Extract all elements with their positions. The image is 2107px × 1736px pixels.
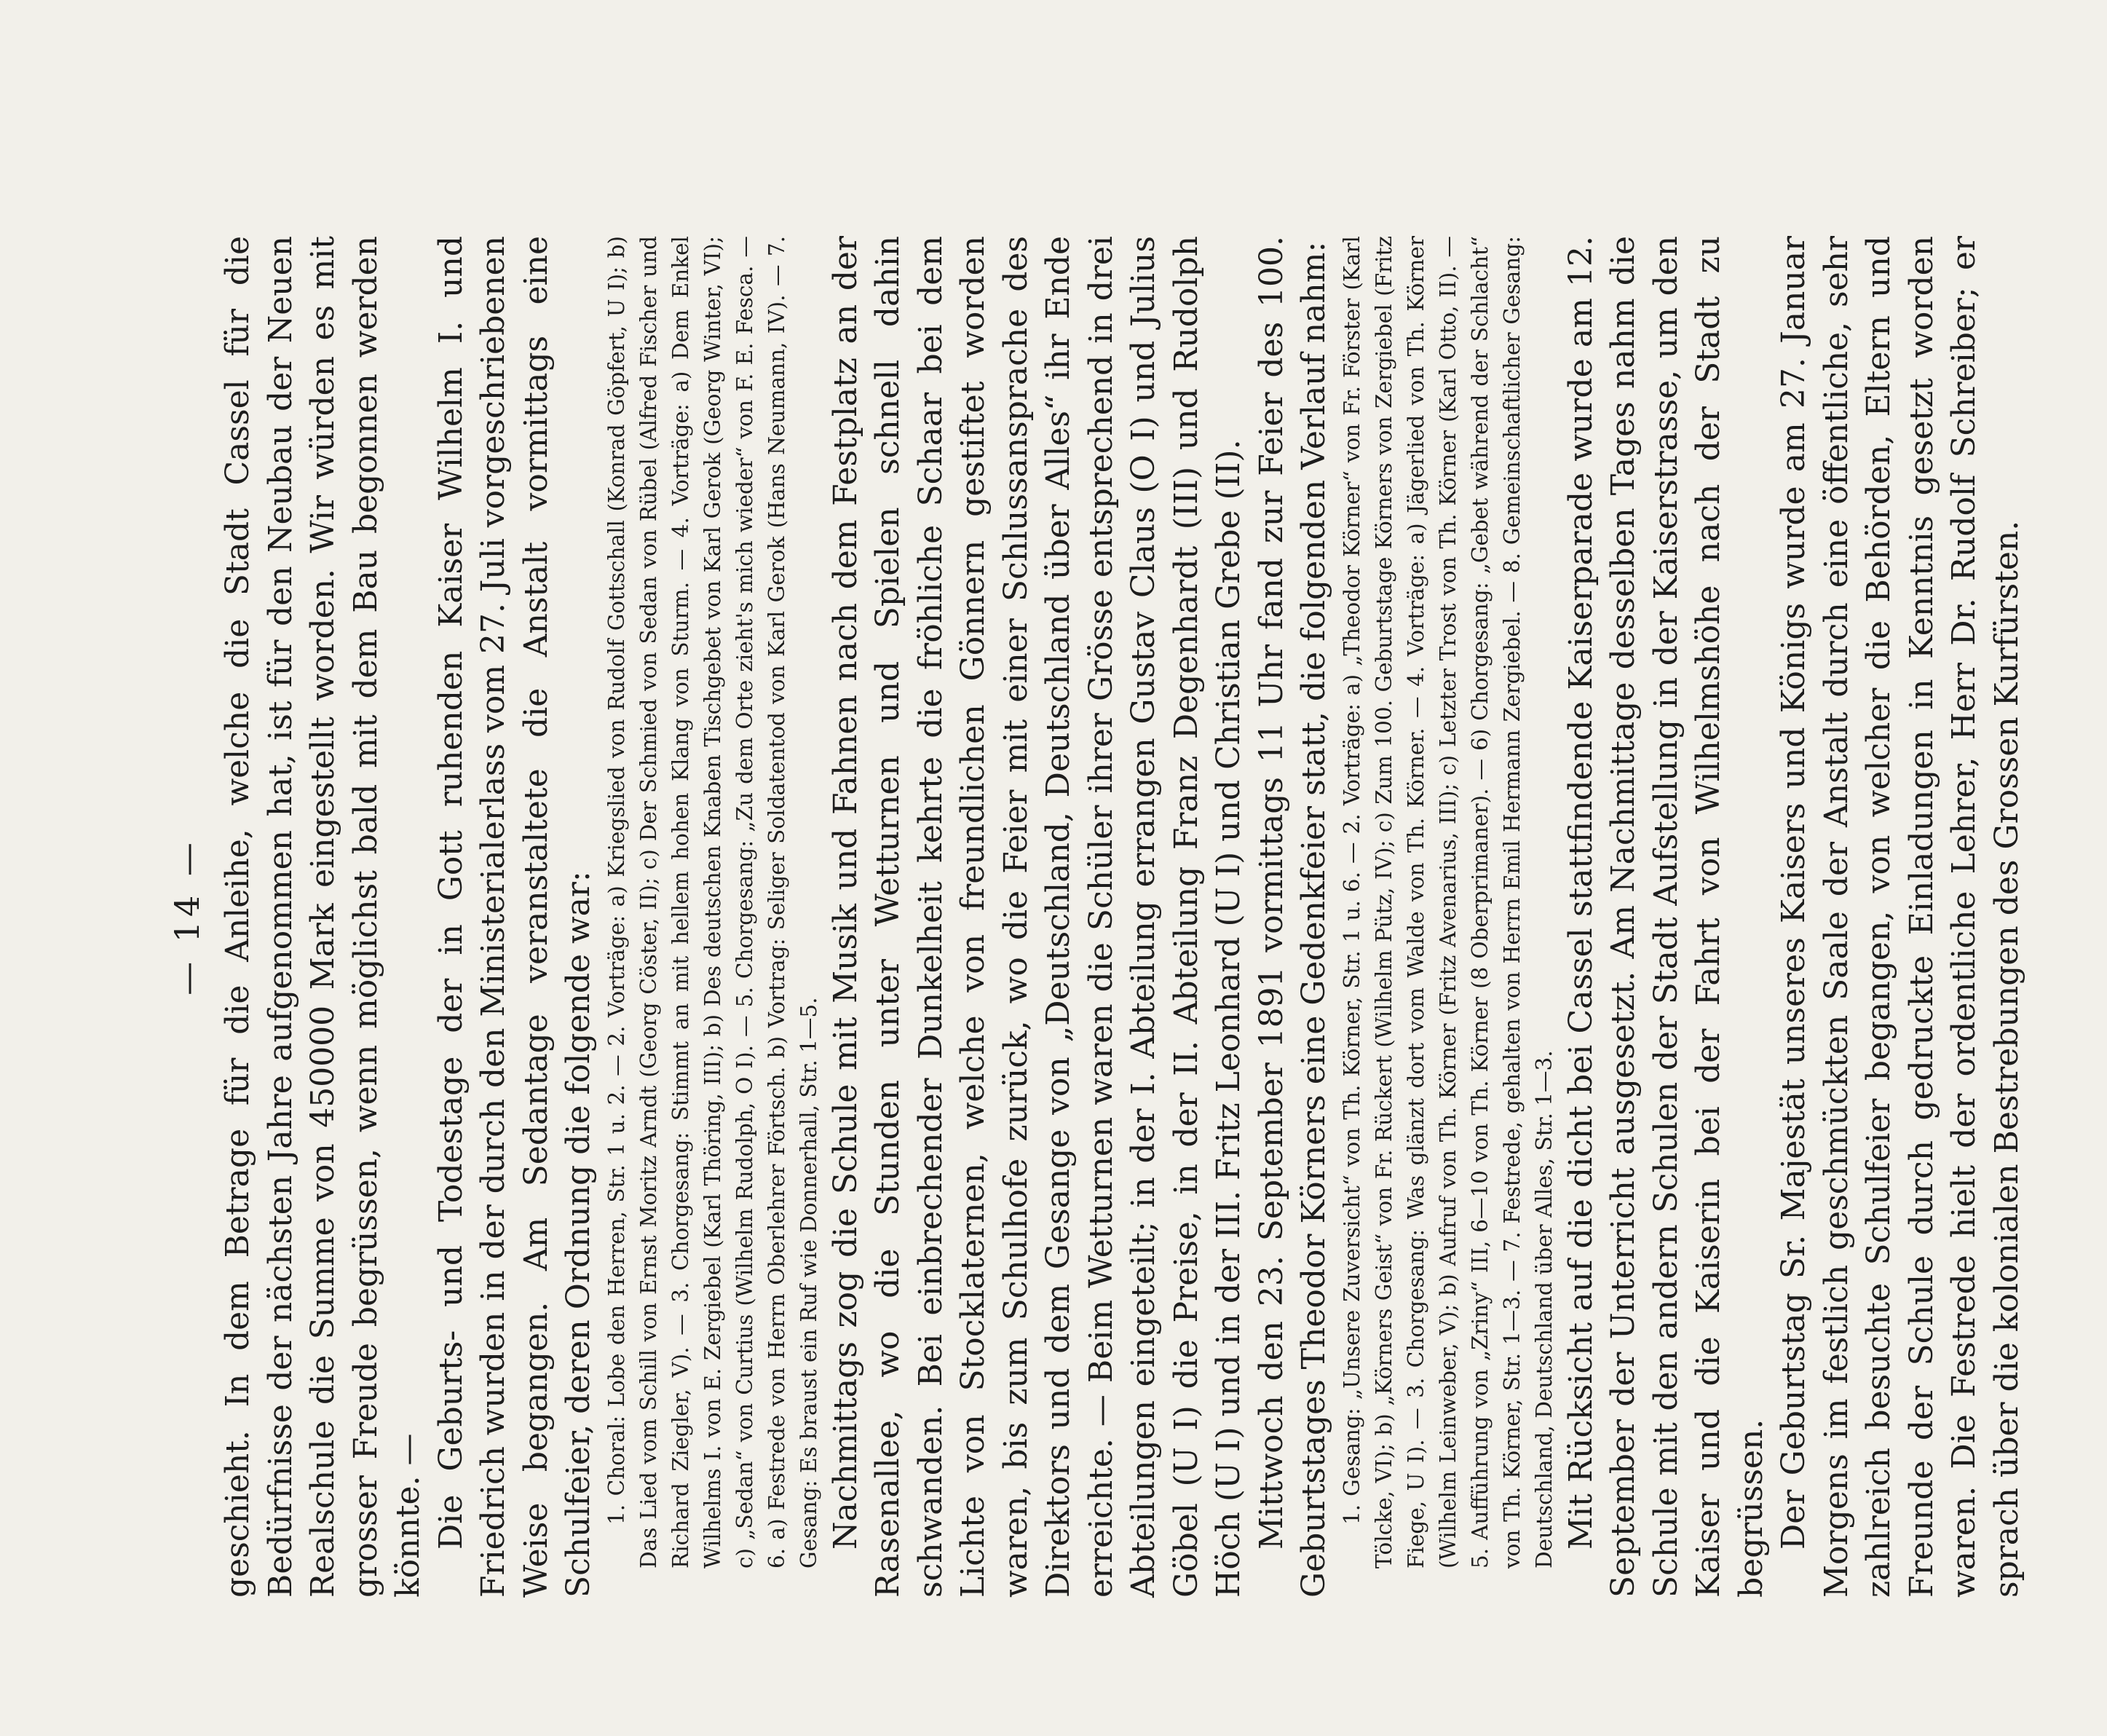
paragraph-anleihe: geschieht. In dem Betrage für die Anleihe, welche die Stadt Cassel für die Bedürfnisse der nächsten Jahre aufgenommen hat, ist für den Neubau der Neuen Realschule die Summe von 450000 Mark eingestellt worden. Wir würden es mit grosser Freude begrüssen, wenn möglichst bald mit dem Bau begonnen werden könnte. —: [219, 236, 427, 1598]
document-page: [167, 236, 2028, 1598]
program-sedanfeier: 1. Choral: Lobe den Herren, Str. 1 u. 2. — 2. Vorträge: a) Kriegslied von Rudolf Gottschall (Konrad Göpfert, U I); b) Das Lied vom Schill von Ernst Moritz Arndt (Georg Cöster, II); c) Der Schmied von Sedan von Rübel (Alfred Fischer und Richard Ziegler, V). — 3. Chorgesang: Stimmt an mit hellem hohen Klang von Sturm. — 4. Vorträge: a) Dem Enkel Wilhelms I. von E. Zergiebel (Karl Thöring, III); b) Des deutschen Knaben Tischgebet von Karl Gerok (Georg Winter, VI); c) „Sedan“ von Curtius (Wilhelm Rudolph, O I). — 5. Chorgesang: „Zu dem Orte zieht's mich wieder“ von F. E. Fesca. — 6. a) Festrede von Herrn Oberlehrer Förtsch. b) Vortrag: Seliger Soldatentod von Karl Gerok (Hans Neumann, IV). — 7. Gesang: Es braust ein Ruf wie Donnerhall, Str. 1—5.: [604, 236, 821, 1569]
paragraph-kaiserparade: Mit Rücksicht auf die dicht bei Cassel stattfindende Kaiserparade wurde am 12. September der Unterricht ausgesetzt. Am Nachmittage desselben Tages nahm die Schule mit den andern Schulen der Stadt Aufstellung in der Kaiserstrasse, um den Kaiser und die Kaiserin bei der Fahrt von Wilhelmshöhe nach der Stadt zu begrüssen.: [1562, 236, 1770, 1598]
paragraph-nachmittags: Nachmittags zog die Schule mit Musik und Fahnen nach dem Festplatz an der Rasenallee, wo die Stunden unter Wetturnen und Spielen schnell dahin schwanden. Bei einbrechender Dunkelheit kehrte die fröhliche Schaar bei dem Lichte von Stocklaternen, welche von freundlichen Gönnern gestiftet worden waren, bis zum Schulhofe zurück, wo die Feier mit einer Schlussansprache des Direktors und dem Gesange von „Deutschland, Deutschland über Alles“ ihr Ende erreichte. — Beim Wetturnen waren die Schüler ihrer Grösse entsprechend in drei Abteilungen eingeteilt; in der I. Abteilung errangen Gustav Claus (O I) und Julius Göbel (U I) die Preise, in der II. Abteilung Franz Degenhardt (III) und Rudolph Höch (U I) und in der III. Fritz Leonhard (U I) und Christian Grebe (II).: [826, 236, 1247, 1598]
paragraph-kaisergeburtstag: Der Geburtstag Sr. Majestät unseres Kaisers und Königs wurde am 27. Januar Morgens im festlich geschmückten Saale der Anstalt durch eine öffentliche, sehr zahlreich besuchte Schulfeier begangen, von welcher die Behörden, Eltern und Freunde der Schule durch gedruckte Einladungen in Kenntnis gesetzt worden waren. Die Festrede hielt der ordentliche Lehrer, Herr Dr. Rudolf Schreiber; er sprach über die kolonialen Bestrebungen des Grossen Kurfürsten.: [1775, 236, 2025, 1598]
program-koerner-feier: 1. Gesang: „Unsere Zuversicht“ von Th. Körner, Str. 1 u. 6. — 2. Vorträge: a) „Theodor Körner“ von Fr. Förster (Karl Tölcke, VI); b) „Körners Geist“ von Fr. Rückert (Wilhelm Pütz, IV); c) Zum 100. Geburtstage Körners von Zergiebel (Fritz Fiege, U I). — 3. Chorgesang: Was glänzt dort vom Walde von Th. Körner. — 4. Vorträge: a) Jägerlied von Th. Körner (Wilhelm Leinweber, V); b) Aufruf von Th. Körner (Fritz Avenarius, III); c) Letzter Trost von Th. Körner (Karl Otto, II). — 5. Aufführung von „Zriny“ III, 6—10 von Th. Körner (8 Oberprimaner). — 6) Chorgesang: „Gebet während der Schlacht“ von Th. Körner, Str. 1—3. — 7. Festrede, gehalten von Herrn Emil Hermann Zergiebel. — 8. Gemeinschaftlicher Gesang: Deutschland, Deutschland über Alles, Str. 1—3.: [1339, 236, 1557, 1569]
paragraph-geburtstage: Die Geburts- und Todestage der in Gott ruhenden Kaiser Wilhelm I. und Friedrich wurden in der durch den Ministerialerlass vom 27. Juli vorgeschriebenen Weise begangen. Am Sedantage veranstaltete die Anstalt vormittags eine Schulfeier, deren Ordnung die folgende war:: [432, 236, 597, 1598]
paragraph-koerner-feier: Mittwoch den 23. September 1891 vormittags 11 Uhr fand zur Feier des 100. Geburtstages Theodor Körners eine Gedenkfeier statt, die folgenden Verlauf nahm:: [1252, 236, 1332, 1598]
page-number-header: — 14 —: [167, 838, 207, 995]
